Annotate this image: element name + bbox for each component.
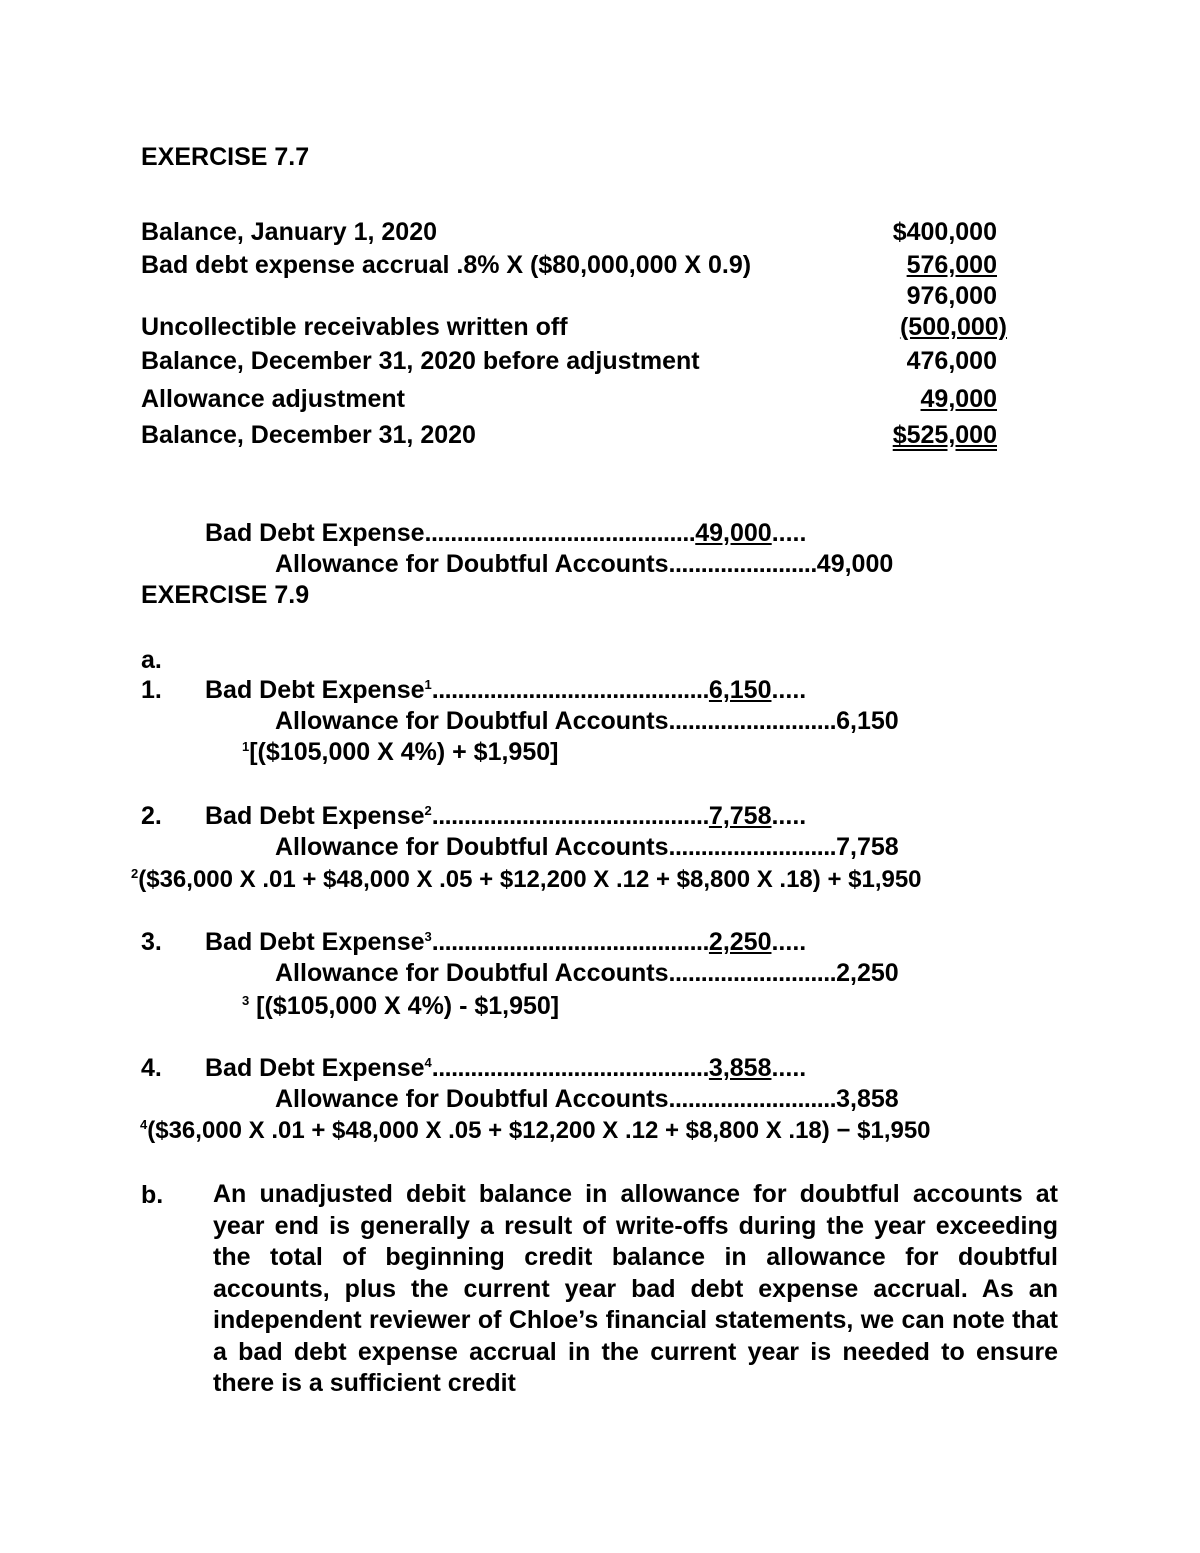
row-amount: (500,000): [899, 313, 1007, 341]
item-number: 2.: [141, 802, 162, 830]
debit-amount: 7,758: [708, 802, 772, 830]
footnote: [140, 1116, 931, 1146]
footnote: [242, 737, 558, 767]
part-b-label: b.: [141, 1181, 164, 1209]
footnote-marker: 1: [424, 677, 432, 692]
dot-leader: ...........................................: [431, 802, 709, 830]
dot-leader: .....: [771, 519, 807, 547]
journal-debit-line: [205, 1053, 806, 1083]
credit-amount: 2,250: [836, 959, 899, 987]
dot-leader: .......................: [668, 550, 817, 578]
row-amount: 49,000: [920, 385, 997, 413]
footnote-marker: 2: [424, 803, 432, 818]
footnote-text: [($105,000 X 4%) - $1,950]: [249, 992, 560, 1020]
row-label: Bad debt expense accrual .8% X ($80,000,000 X 0.9): [141, 251, 752, 279]
journal-debit-line: [205, 801, 806, 831]
debit-account: Bad Debt Expense: [205, 519, 425, 547]
footnote-marker: 4: [424, 1055, 432, 1070]
credit-amount: 3,858: [836, 1085, 899, 1113]
credit-account: Allowance for Doubtful Accounts: [275, 707, 669, 735]
dot-leader: ...........................................: [431, 676, 709, 704]
debit-account: Bad Debt Expense: [205, 802, 425, 830]
debit-amount: 49,000: [695, 519, 772, 547]
footnote-marker: 2: [131, 866, 139, 881]
credit-account: Allowance for Doubtful Accounts: [275, 1085, 669, 1113]
debit-amount: 3,858: [708, 1054, 772, 1082]
footnote-marker: 3: [424, 929, 432, 944]
footnote-marker: 1: [242, 739, 250, 754]
dot-leader: .....: [771, 928, 807, 956]
dot-leader: ..........................: [668, 1085, 837, 1113]
item-number: 4.: [141, 1054, 162, 1082]
journal-credit-line: [275, 832, 899, 862]
journal-credit-line: [275, 958, 899, 988]
dot-leader: ..........................: [668, 707, 837, 735]
dot-leader: ..........................................: [424, 519, 696, 547]
dot-leader: ..........................: [668, 833, 837, 861]
exercise-7-7-title: EXERCISE 7.7: [141, 143, 310, 171]
footnote-marker: 4: [140, 1117, 148, 1132]
row-label: Balance, December 31, 2020: [141, 421, 476, 449]
debit-account: Bad Debt Expense: [205, 1054, 425, 1082]
footnote-text: ($36,000 X .01 + $48,000 X .05 + $12,200 X .12 + $8,800 X .18) − $1,950: [147, 1117, 931, 1144]
row-label: Balance, December 31, 2020 before adjustment: [141, 347, 700, 375]
footnote-text: [($105,000 X 4%) + $1,950]: [249, 738, 559, 766]
row-amount: $525,000: [892, 421, 997, 449]
debit-amount: 6,150: [708, 676, 772, 704]
part-a-label: a.: [141, 646, 162, 674]
row-amount: 576,000: [906, 251, 997, 279]
row-label: Balance, January 1, 2020: [141, 218, 438, 246]
journal-credit-line: [275, 706, 899, 736]
item-number: 3.: [141, 928, 162, 956]
dot-leader: .....: [771, 1054, 807, 1082]
footnote: [242, 991, 559, 1021]
footnote: [131, 865, 922, 895]
dot-leader: .....: [771, 676, 807, 704]
item-number: 1.: [141, 676, 162, 704]
row-amount: 976,000: [906, 282, 997, 310]
dot-leader: ...........................................: [431, 1054, 709, 1082]
credit-amount: 7,758: [836, 833, 899, 861]
row-amount: $400,000: [892, 218, 997, 246]
credit-account: Allowance for Doubtful Accounts: [275, 959, 669, 987]
debit-amount: 2,250: [708, 928, 772, 956]
credit-amount: 49,000: [816, 550, 894, 578]
row-label: Allowance adjustment: [141, 385, 405, 413]
credit-account: Allowance for Doubtful Accounts: [275, 833, 669, 861]
row-label: Uncollectible receivables written off: [141, 313, 568, 341]
dot-leader: ..........................: [668, 959, 837, 987]
footnote-marker: 3: [242, 993, 250, 1008]
exercise-7-9-title: EXERCISE 7.9: [141, 581, 310, 609]
journal-credit-line: [275, 549, 893, 579]
dot-leader: .....: [771, 802, 807, 830]
footnote-text: ($36,000 X .01 + $48,000 X .05 + $12,200 X .12 + $8,800 X .18) + $1,950: [138, 866, 922, 893]
dot-leader: ...........................................: [431, 928, 709, 956]
debit-account: Bad Debt Expense: [205, 676, 425, 704]
journal-debit-line: [205, 675, 806, 705]
journal-debit-line: [205, 518, 806, 548]
journal-credit-line: [275, 1084, 899, 1114]
debit-account: Bad Debt Expense: [205, 928, 425, 956]
row-amount: 476,000: [906, 347, 997, 375]
part-b-paragraph: An unadjusted debit balance in allowance for doubtful accounts at year end is generally a result of write-offs during the year exceeding the total of beginning credit balance in allowance for doubtful accounts, plus the current year bad debt expense accrual. As an independent reviewer of Chloe’s financial statements, we can note that a bad debt expense accrual in the current year is needed to ensure there is a sufficient credit: [213, 1180, 1058, 1397]
credit-account: Allowance for Doubtful Accounts: [275, 550, 669, 578]
journal-debit-line: [205, 927, 806, 957]
credit-amount: 6,150: [836, 707, 899, 735]
